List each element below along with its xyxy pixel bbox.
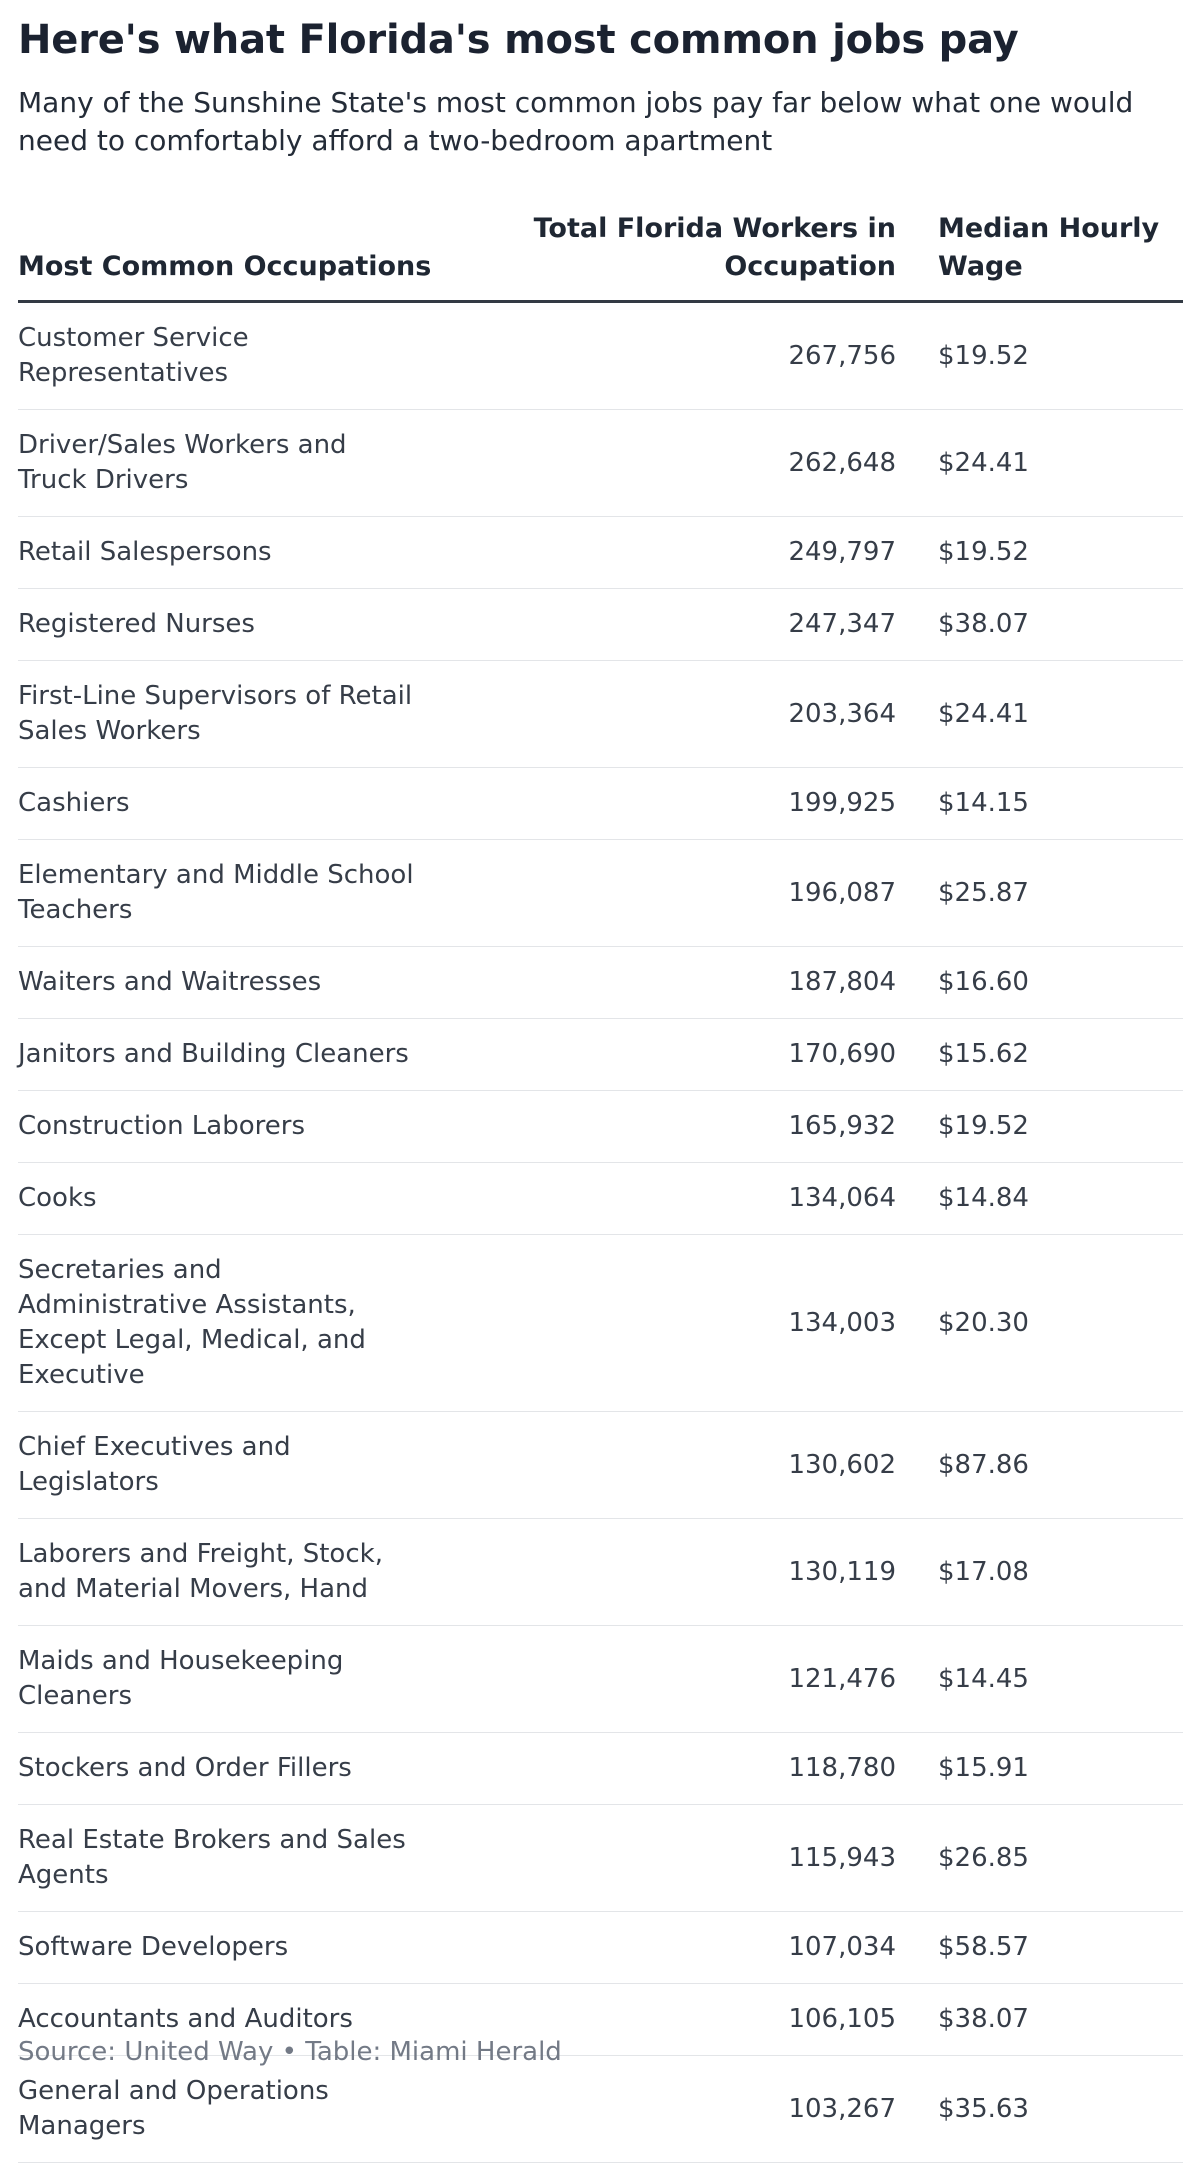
table-row	[18, 1912, 1183, 1984]
table-header	[18, 205, 1183, 303]
cell-wage: $24.41	[938, 447, 1029, 478]
cell-occupation: First-Line Supervisors of Retail Sales Workers	[18, 681, 413, 746]
table-row	[18, 840, 1183, 947]
cell-workers: 107,034	[788, 1932, 896, 1962]
cell-occupation: Laborers and Freight, Stock, and Material Movers, Hand	[18, 1539, 383, 1604]
table-row	[18, 1805, 1183, 1912]
cell-occupation: Customer Service Representatives	[18, 323, 249, 388]
cell-wage: $38.07	[938, 2004, 1029, 2034]
source-note: Source: United Way • Table: Miami Herald	[18, 2037, 562, 2067]
cell-wage: $20.30	[938, 1307, 1029, 1338]
cell-workers: 262,648	[788, 447, 896, 478]
cell-wage: $15.62	[938, 1039, 1029, 1069]
cell-workers: 196,087	[788, 877, 896, 908]
cell-wage: $16.60	[938, 967, 1029, 997]
cell-wage: $19.52	[938, 537, 1029, 567]
column-header-wage: Median Hourly Wage	[938, 213, 1160, 282]
cell-wage: $14.45	[938, 1663, 1029, 1694]
cell-workers: 170,690	[788, 1039, 896, 1069]
cell-wage: $25.87	[938, 877, 1029, 908]
table-row	[18, 1019, 1183, 1091]
page-title: Here's what Florida's most common jobs pay	[18, 17, 1019, 63]
table-row	[18, 1235, 1183, 1412]
table-row	[18, 517, 1183, 589]
page-subtitle: Many of the Sunshine State's most common jobs pay far below what one would need to comfortably afford a two-bedroom apartment	[18, 86, 1134, 157]
data-table	[18, 205, 1183, 2163]
cell-workers: 267,756	[788, 340, 896, 371]
cell-workers: 121,476	[788, 1663, 896, 1694]
cell-wage: $17.08	[938, 1556, 1029, 1587]
table-row	[18, 947, 1183, 1019]
cell-occupation: Registered Nurses	[18, 609, 255, 639]
table-row	[18, 1733, 1183, 1805]
cell-wage: $26.85	[938, 1842, 1029, 1873]
cell-workers: 249,797	[788, 537, 896, 567]
table-row	[18, 2056, 1183, 2163]
cell-wage: $19.52	[938, 1111, 1029, 1141]
table-row	[18, 1519, 1183, 1626]
cell-workers: 203,364	[788, 698, 896, 729]
cell-wage: $38.07	[938, 609, 1029, 639]
cell-occupation: General and Operations Managers	[18, 2076, 329, 2141]
cell-wage: $35.63	[938, 2093, 1029, 2124]
cell-occupation: Maids and Housekeeping Cleaners	[18, 1646, 344, 1711]
column-header-workers: Total Florida Workers in Occupation	[533, 213, 896, 282]
cell-occupation: Cashiers	[18, 788, 130, 818]
cell-workers: 247,347	[788, 609, 896, 639]
cell-occupation: Retail Salespersons	[18, 537, 272, 567]
cell-workers: 130,119	[788, 1556, 896, 1587]
table-row	[18, 1412, 1183, 1519]
cell-wage: $19.52	[938, 340, 1029, 371]
table-row	[18, 410, 1183, 517]
cell-occupation: Cooks	[18, 1183, 97, 1213]
cell-workers: 106,105	[788, 2004, 896, 2034]
cell-workers: 134,064	[788, 1183, 896, 1213]
cell-workers: 115,943	[788, 1842, 896, 1873]
cell-wage: $15.91	[938, 1753, 1029, 1783]
cell-wage: $87.86	[938, 1449, 1029, 1480]
cell-wage: $58.57	[938, 1932, 1029, 1962]
cell-occupation: Stockers and Order Fillers	[18, 1753, 352, 1783]
cell-occupation: Accountants and Auditors	[18, 2004, 353, 2034]
cell-workers: 187,804	[788, 967, 896, 997]
cell-occupation: Construction Laborers	[18, 1111, 305, 1141]
table-row	[18, 303, 1183, 410]
table-row	[18, 1091, 1183, 1163]
table-row	[18, 768, 1183, 840]
cell-workers: 165,932	[788, 1111, 896, 1141]
cell-occupation: Chief Executives and Legislators	[18, 1432, 291, 1497]
table-row	[18, 661, 1183, 768]
cell-workers: 130,602	[788, 1449, 896, 1480]
column-header-occupation: Most Common Occupations	[18, 251, 432, 282]
table-row	[18, 1163, 1183, 1235]
cell-workers: 134,003	[788, 1307, 896, 1338]
cell-workers: 118,780	[788, 1753, 896, 1783]
cell-occupation: Elementary and Middle School Teachers	[18, 860, 414, 925]
cell-occupation: Janitors and Building Cleaners	[18, 1039, 409, 1069]
table-row	[18, 589, 1183, 661]
cell-occupation: Driver/Sales Workers and Truck Drivers	[18, 430, 347, 495]
cell-occupation: Waiters and Waitresses	[18, 967, 322, 997]
cell-occupation: Real Estate Brokers and Sales Agents	[18, 1825, 406, 1890]
table-body	[18, 303, 1183, 2163]
table-row	[18, 1626, 1183, 1733]
cell-occupation: Secretaries and Administrative Assistants, Except Legal, Medical, and Executive	[18, 1255, 366, 1390]
cell-occupation: Software Developers	[18, 1932, 289, 1962]
cell-wage: $14.84	[938, 1183, 1029, 1213]
cell-workers: 199,925	[788, 788, 896, 818]
cell-wage: $24.41	[938, 698, 1029, 729]
cell-workers: 103,267	[788, 2093, 896, 2124]
cell-wage: $14.15	[938, 788, 1029, 818]
